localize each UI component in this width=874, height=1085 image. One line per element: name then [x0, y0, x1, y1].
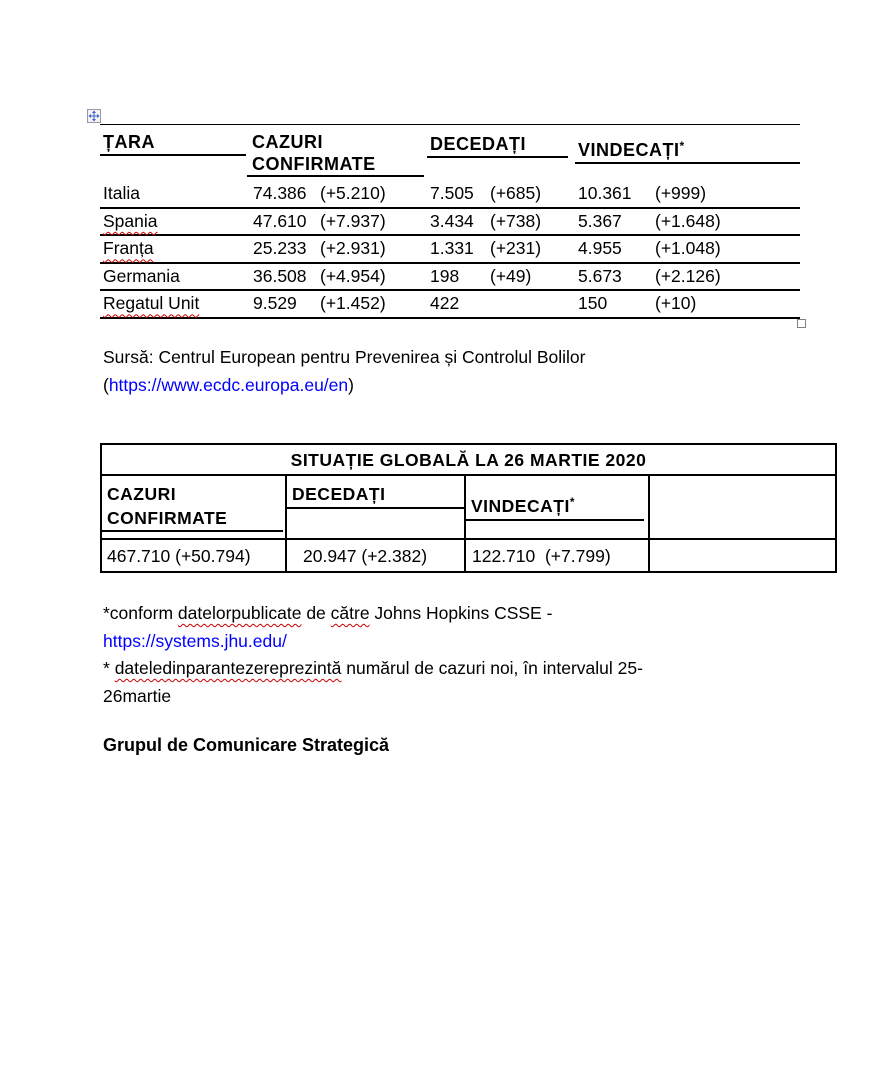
- country-name: Italia: [103, 183, 140, 204]
- asterisk-superscript: *: [569, 495, 575, 509]
- header-confirmed: [247, 131, 424, 177]
- header-empty-cell: [650, 476, 835, 538]
- header-country: [100, 131, 246, 156]
- paren-close: ): [348, 374, 354, 395]
- country-table-header: [100, 125, 800, 181]
- misspelled-word: dateledinparantezereprezintă: [114, 658, 342, 678]
- header-deaths-label: DECEDAȚI: [427, 133, 568, 158]
- deaths-value: 3.434: [430, 210, 474, 231]
- paren-open: (: [103, 374, 109, 395]
- deaths-delta: (+685): [490, 183, 542, 204]
- header-confirmed-line2: CONFIRMATE: [252, 154, 376, 174]
- table-row-germania: [100, 264, 800, 292]
- footnote-2-text: *: [103, 658, 115, 678]
- footnote-1-text: de: [301, 603, 331, 623]
- four-way-arrow-icon: [88, 110, 100, 122]
- table-resize-handle-icon[interactable]: [797, 319, 806, 328]
- footnote-link-line: [103, 628, 643, 656]
- header-recovered-label: VINDECAȚI: [471, 496, 570, 516]
- header-recovered: [575, 138, 800, 164]
- country-name: Regatul Unit: [103, 293, 200, 314]
- confirmed-value: 9.529: [253, 293, 297, 314]
- global-table: [100, 443, 837, 573]
- header-confirmed-line1: CAZURI: [107, 484, 177, 504]
- recovered-value: 5.367: [578, 210, 622, 231]
- source-paragraph: [103, 344, 585, 399]
- asterisk-superscript: *: [679, 139, 685, 153]
- recovered-delta: (+2.126): [655, 265, 721, 286]
- recovered-value: 150: [578, 293, 608, 314]
- global-table-data-row: [102, 538, 835, 571]
- header-confirmed-line2: CONFIRMATE: [107, 508, 228, 528]
- confirmed-delta: (+7.937): [320, 210, 386, 231]
- recovered-delta: (+999): [655, 183, 707, 204]
- table-row-franta: [100, 236, 800, 264]
- jhu-link[interactable]: https://systems.jhu.edu/: [103, 630, 287, 651]
- global-table-title: SITUAȚIE GLOBALĂ LA 26 MARTIE 2020: [102, 445, 835, 476]
- confirmed-value: 47.610: [253, 210, 307, 231]
- confirmed-value: 36.508: [253, 265, 307, 286]
- confirmed-delta: (+4.954): [320, 265, 386, 286]
- footnote-1-text: Johns Hopkins CSSE -: [369, 603, 553, 623]
- footnote-1: [103, 600, 643, 628]
- recovered-delta: (+1.048): [655, 238, 721, 259]
- global-recovered: 122.710 (+7.799): [466, 540, 650, 571]
- global-confirmed: 467.710 (+50.794): [102, 540, 287, 571]
- empty-cell: [650, 540, 835, 571]
- footnote-2: [103, 655, 643, 683]
- table-row-italia: [100, 181, 800, 209]
- footnote-1-text: *conform: [103, 603, 178, 623]
- global-table-header: [102, 476, 835, 538]
- source-link-line: [103, 372, 585, 400]
- confirmed-delta: (+1.452): [320, 293, 386, 314]
- misspelled-word: către: [330, 603, 370, 623]
- deaths-delta: (+49): [490, 265, 532, 286]
- signature-line: Grupul de Comunicare Strategică: [103, 735, 390, 755]
- recovered-delta: (+1.648): [655, 210, 721, 231]
- country-name: Spania: [103, 210, 158, 231]
- deaths-value: 198: [430, 265, 460, 286]
- header-deaths: [427, 133, 568, 158]
- country-name: Franța: [103, 238, 154, 259]
- misspelled-word: datelorpublicate: [177, 603, 302, 623]
- confirmed-value: 74.386: [253, 183, 307, 204]
- source-text: Sursă: Centrul European pentru Prevenirea și Controlul Bolilor: [103, 347, 586, 367]
- confirmed-delta: (+2.931): [320, 238, 386, 259]
- table-row-spania: [100, 209, 800, 237]
- deaths-value: 422: [430, 293, 460, 314]
- recovered-value: 10.361: [578, 183, 632, 204]
- recovered-delta: (+10): [655, 293, 697, 314]
- deaths-delta: (+738): [490, 210, 542, 231]
- confirmed-value: 25.233: [253, 238, 307, 259]
- header-deaths-label: DECEDAȚI: [287, 482, 464, 509]
- footnotes: [103, 600, 643, 710]
- ecdc-link[interactable]: https://www.ecdc.europa.eu/en: [108, 374, 349, 395]
- country-table: [100, 124, 800, 319]
- confirmed-delta: (+5.210): [320, 183, 386, 204]
- header-country-label: ȚARA: [100, 131, 246, 156]
- deaths-value: 1.331: [430, 238, 474, 259]
- footnote-2-continuation: 26martie: [103, 685, 172, 706]
- header-recovered-label: VINDECAȚI: [578, 140, 680, 160]
- table-move-handle-icon[interactable]: [87, 109, 101, 123]
- deaths-delta: (+231): [490, 238, 542, 259]
- deaths-value: 7.505: [430, 183, 474, 204]
- header-deaths: [287, 476, 466, 538]
- header-confirmed: [102, 476, 287, 538]
- global-deaths: 20.947 (+2.382): [287, 540, 466, 571]
- header-confirmed-line1: CAZURI: [252, 132, 323, 152]
- table-row-regatul-unit: [100, 291, 800, 319]
- recovered-value: 5.673: [578, 265, 622, 286]
- country-name: Germania: [103, 265, 180, 286]
- recovered-value: 4.955: [578, 238, 622, 259]
- footnote-2-text: numărul de cazuri noi, în intervalul 25-: [341, 658, 643, 678]
- header-recovered: [466, 476, 650, 538]
